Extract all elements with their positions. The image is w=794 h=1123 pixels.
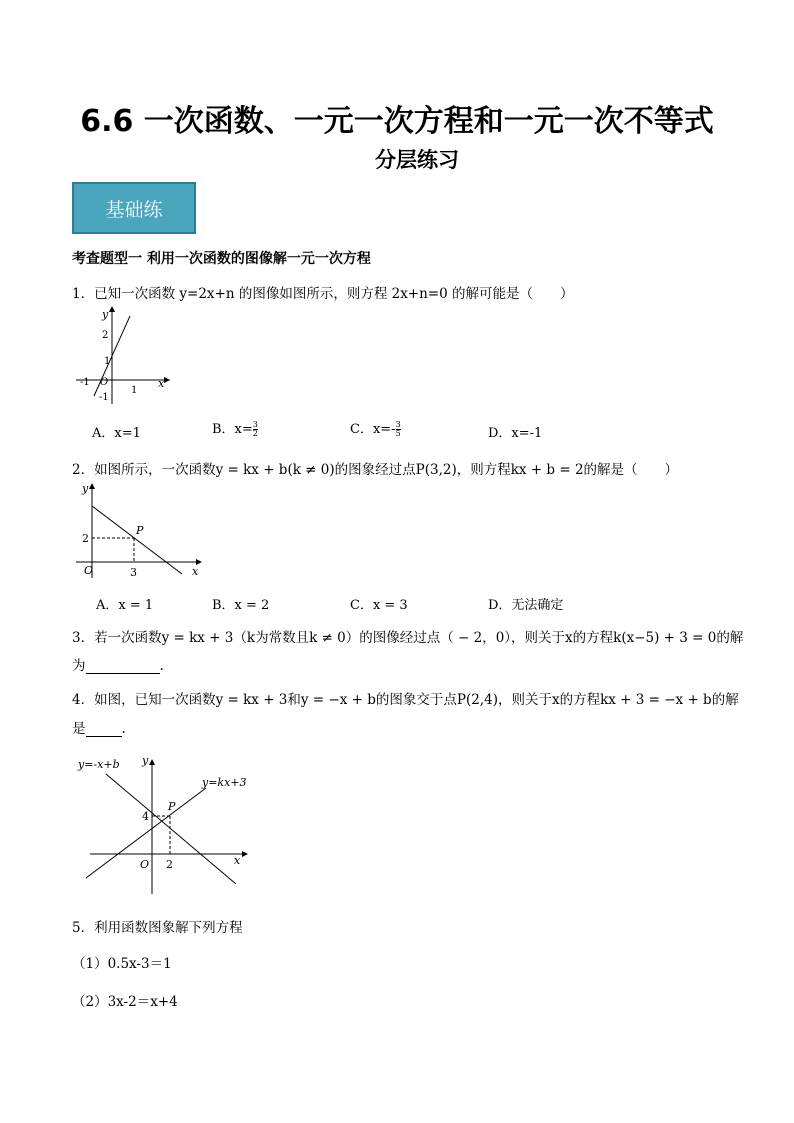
y-axis-label: y: [82, 482, 89, 495]
question-5-part-1: （1）0.5x-3＝1: [72, 956, 172, 972]
q1-option-c-prefix: C．x=-: [350, 422, 396, 437]
q1-option-c[interactable]: [350, 418, 401, 438]
q1-option-a[interactable]: A．x=1: [92, 426, 141, 441]
tick-label-neg1-y: -1: [99, 392, 109, 403]
q2-option-a[interactable]: A．x = 1: [96, 598, 154, 613]
tick-label-4: 4: [142, 810, 149, 823]
fraction-numerator: 3: [252, 420, 258, 429]
page-title: 6.6 一次函数、一元一次方程和一元一次不等式: [80, 104, 714, 139]
tick-label-1-x: 1: [131, 385, 138, 396]
point-p-label: P: [136, 524, 144, 537]
y-axis-arrow: [109, 306, 115, 312]
fraction-numerator: 3: [395, 420, 401, 429]
q3-suffix: .: [159, 658, 164, 674]
fraction-denominator: 5: [395, 429, 401, 438]
y-axis-label: y: [142, 754, 149, 767]
section-heading: 考查题型一 利用一次函数的图像解一元一次方程: [72, 251, 371, 267]
question-4-line-1: 4．如图，已知一次函数y = kx + 3和y = −x + b的图象交于点P(2,4)，则关于x的方程kx + 3 = −x + b的解: [72, 692, 739, 708]
q4-suffix: .: [121, 721, 126, 737]
origin-label: O: [100, 377, 109, 388]
q2-option-d[interactable]: D．无法确定: [488, 598, 564, 613]
question-5-part-2: （2）3x-2＝x+4: [72, 994, 178, 1010]
line-a-label: y=-x+b: [78, 758, 120, 771]
q1-option-c-fraction: [396, 421, 401, 438]
question-4-line-2: [72, 717, 126, 737]
q1-option-b-prefix: B．x=: [212, 422, 253, 437]
level-badge: 基础练: [72, 182, 196, 234]
origin-label: O: [84, 564, 94, 577]
question-1-stem: 1．已知一次函数 y=2x+n 的图像如图所示，则方程 2x+n=0 的解可能是（ ）: [72, 286, 574, 302]
question-3-line-1: 3．若一次函数y = kx + 3（k为常数且k ≠ 0）的图像经过点（ − 2，0），则关于x的方程k(x−5) + 3 = 0的解: [72, 630, 744, 646]
question-5-stem: 5．利用函数图象解下列方程: [72, 920, 243, 936]
tick-label-2: 2: [102, 330, 109, 341]
y-axis-arrow: [149, 759, 155, 765]
line-b-label: y=kx+3: [202, 776, 247, 789]
q2-option-b[interactable]: B．x = 2: [212, 598, 270, 613]
question-1-figure: [74, 304, 174, 406]
x-axis-label: x: [158, 377, 165, 390]
x-axis-arrow: [164, 377, 170, 383]
q1-option-d[interactable]: D．x=-1: [488, 426, 543, 441]
y-axis-arrow: [89, 483, 95, 489]
x-axis-label: x: [234, 854, 241, 867]
x-axis-label: x: [192, 565, 199, 578]
fraction-denominator: 2: [252, 429, 258, 438]
q2-option-c[interactable]: C．x = 3: [350, 598, 408, 613]
origin-label: O: [140, 858, 150, 871]
question-4-figure: [76, 750, 254, 896]
q1-option-b[interactable]: [212, 418, 258, 438]
q1-option-b-fraction: [253, 421, 258, 438]
x-axis-arrow: [242, 851, 248, 857]
tick-label-2: 2: [166, 858, 173, 871]
question-3-line-2: [72, 654, 164, 674]
function-line: [92, 506, 182, 574]
tick-label-neg1-x: -1: [80, 377, 90, 388]
q3-answer-blank[interactable]: [86, 659, 160, 674]
tick-label-3: 3: [130, 566, 137, 579]
tick-label-2: 2: [82, 532, 89, 545]
tick-label-1-y: 1: [104, 356, 111, 367]
y-axis-label: y: [102, 308, 109, 321]
q3-prefix: 为: [72, 658, 86, 674]
point-p-label: P: [168, 800, 176, 813]
q4-prefix: 是: [72, 721, 86, 737]
q4-answer-blank[interactable]: [86, 722, 122, 737]
question-2-stem: 2．如图所示，一次函数y = kx + b(k ≠ 0)的图象经过点P(3,2)，则方程kx + b = 2的解是（ ）: [72, 462, 679, 478]
question-2-figure: [72, 478, 206, 582]
page-subtitle: 分层练习: [375, 148, 459, 172]
